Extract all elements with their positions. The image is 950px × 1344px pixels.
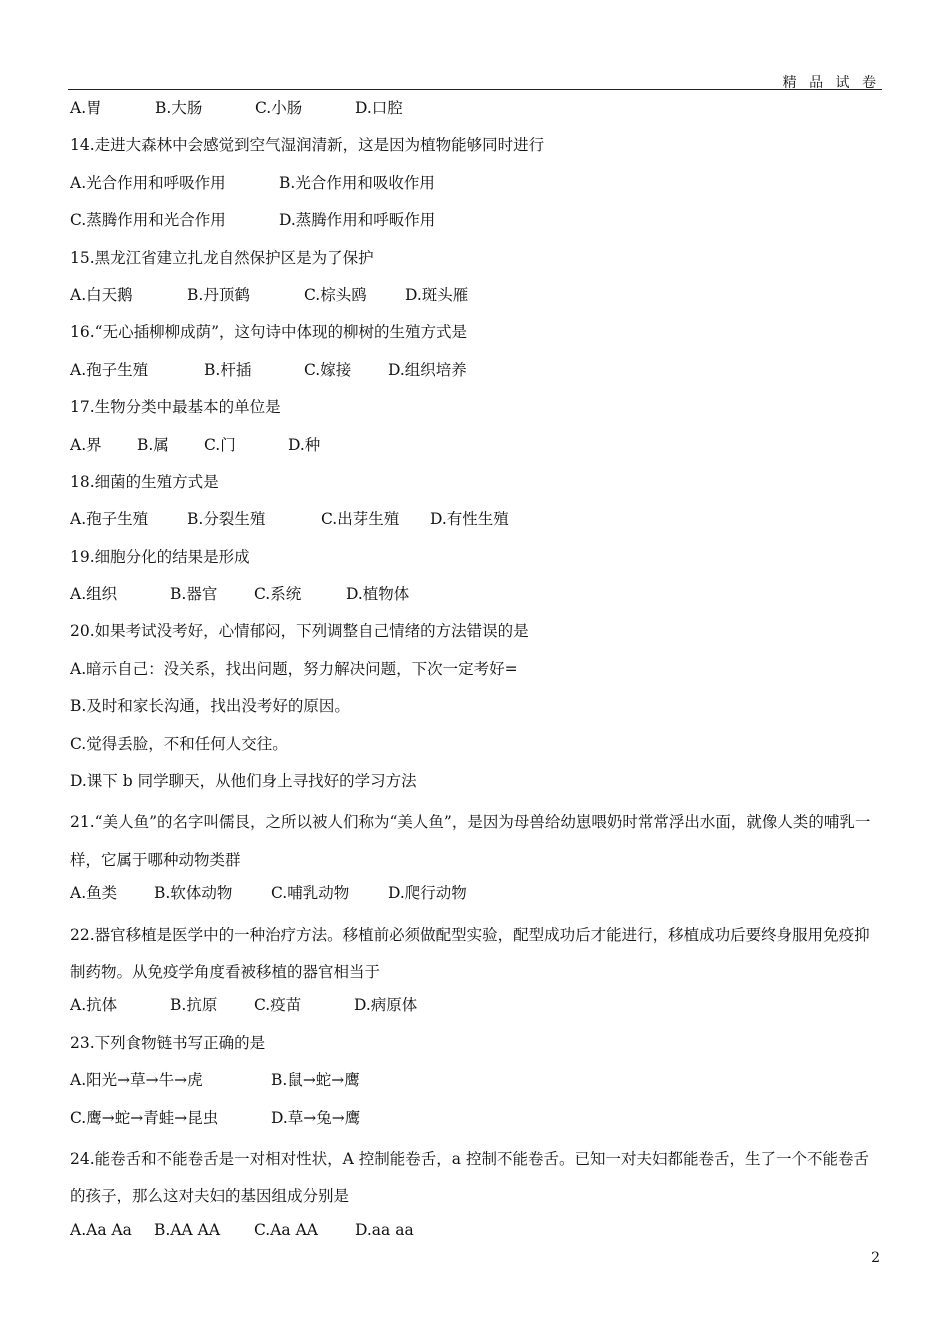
question-line: 15.黑龙江省建立扎龙自然保护区是为了保护	[70, 248, 374, 267]
option-a: A.光合作用和呼吸作用	[70, 173, 226, 192]
question-paragraph: 24.能卷舌和不能卷舌是一对相对性状，A 控制能卷舌，a 控制不能卷舌。已知一对夫妇都能卷舌，生了一个不能卷舌的孩子，那么这对夫妇的基因组成分别是	[70, 1150, 869, 1206]
option-c: C.哺乳动物	[271, 884, 350, 903]
option-row	[70, 356, 882, 393]
option-d: D.有性生殖	[430, 510, 509, 529]
question-line: A.暗示自己：没关系，找出问题，努力解决问题，下次一定考好=	[70, 659, 518, 678]
question-line: 14.走进大森林中会感觉到空气湿润清新，这是因为植物能够同时进行	[70, 136, 545, 155]
page-header: 精 品 试 卷	[782, 75, 880, 91]
option-b: D.草→兔→鹰	[271, 1108, 361, 1127]
option-row	[70, 1066, 882, 1103]
option-b: B.杆插	[204, 360, 252, 379]
option-c: C.系统	[254, 585, 302, 604]
question-line: 19.细胞分化的结果是形成	[70, 547, 250, 566]
option-b: B.抗原	[170, 996, 218, 1015]
option-c: C.Aa AA	[254, 1220, 318, 1239]
option-row	[70, 431, 882, 468]
option-a: A.抗体	[70, 996, 118, 1015]
option-b: B.AA AA	[154, 1220, 221, 1239]
option-d: D.病原体	[354, 996, 418, 1015]
option-a: C.鹰→蛇→青蛙→昆虫	[70, 1108, 219, 1127]
option-c: C.棕头鸥	[304, 285, 367, 304]
option-d: D.斑头雁	[405, 285, 469, 304]
option-b: B.器官	[170, 585, 218, 604]
option-row	[70, 879, 882, 916]
option-c: C.门	[204, 435, 236, 454]
question-paragraph: 21.“美人鱼”的名字叫儒艮，之所以被人们称为“美人鱼”，是因为母兽给幼崽喂奶时常常浮出水面，就像人类的哺乳一样，它属于哪种动物类群	[70, 813, 871, 869]
question-line: B.及时和家长沟通，找出没考好的原因。	[70, 697, 350, 716]
option-a: A.孢子生殖	[70, 360, 149, 379]
question-line: 17.生物分类中最基本的单位是	[70, 398, 281, 417]
option-d: D.爬行动物	[388, 884, 467, 903]
exam-content	[70, 94, 882, 1253]
option-a: A.阳光→草→牛→虎	[70, 1071, 203, 1090]
option-d: D.组织培养	[388, 360, 467, 379]
option-b: B.大肠	[155, 99, 203, 117]
option-row	[70, 580, 882, 617]
option-a: C.蒸腾作用和光合作用	[70, 211, 226, 230]
option-d: D.口腔	[355, 99, 403, 117]
option-a: A.鱼类	[70, 884, 118, 903]
option-c: C.嫁接	[304, 360, 352, 379]
option-b: B.软体动物	[154, 884, 233, 903]
question-line: 16.“无心插柳柳成荫”，这句诗中体现的柳树的生殖方式是	[70, 323, 468, 342]
option-c: C.疫苗	[254, 996, 302, 1015]
question-line: C.觉得丢脸，不和任何人交往。	[70, 734, 288, 753]
question-paragraph: 22.器官移植是医学中的一种治疗方法。移植前必须做配型实验，配型成功后才能进行，移植成功后要终身服用免疫抑制药物。从免疫学角度看被移植的器官相当于	[70, 925, 870, 982]
option-b: B.鼠→蛇→鹰	[271, 1071, 360, 1090]
option-d: D.种	[288, 435, 321, 454]
option-b: D.蒸腾作用和呼畈作用	[279, 211, 436, 230]
option-a: A.白天鹅	[70, 285, 133, 304]
option-row	[70, 991, 882, 1028]
option-row	[70, 1216, 882, 1253]
page-number: 2	[871, 1250, 880, 1266]
question-line: 23.下列食物链书写正确的是	[70, 1033, 266, 1052]
option-row	[70, 206, 882, 243]
question-line: 20.如果考试没考好，心情郁闷，下列调整自己情绪的方法错误的是	[70, 622, 529, 641]
option-a: A.胃	[70, 99, 102, 117]
option-c: C.出芽生殖	[321, 510, 400, 529]
question-line: 18.细菌的生殖方式是	[70, 472, 219, 491]
option-row	[70, 505, 882, 542]
option-d: D.aa aa	[355, 1220, 414, 1239]
option-b: B.光合作用和吸收作用	[279, 173, 435, 192]
question-line: D.课下 b 同学聊天，从他们身上寻找好的学习方法	[70, 772, 417, 791]
option-a: A.孢子生殖	[70, 510, 149, 529]
option-row	[70, 281, 882, 318]
option-row	[70, 94, 882, 131]
option-a: A.组织	[70, 585, 118, 604]
option-row	[70, 169, 882, 206]
option-a: A.界	[70, 435, 102, 454]
option-c: C.小肠	[255, 99, 303, 117]
header-rule	[68, 89, 882, 90]
option-b: B.丹顶鹤	[187, 285, 250, 304]
option-b: B.分裂生殖	[187, 510, 266, 529]
option-a: A.Aa Aa	[70, 1220, 132, 1239]
option-b: B.属	[137, 435, 169, 454]
option-row	[70, 1104, 882, 1141]
option-d: D.植物体	[346, 585, 410, 604]
